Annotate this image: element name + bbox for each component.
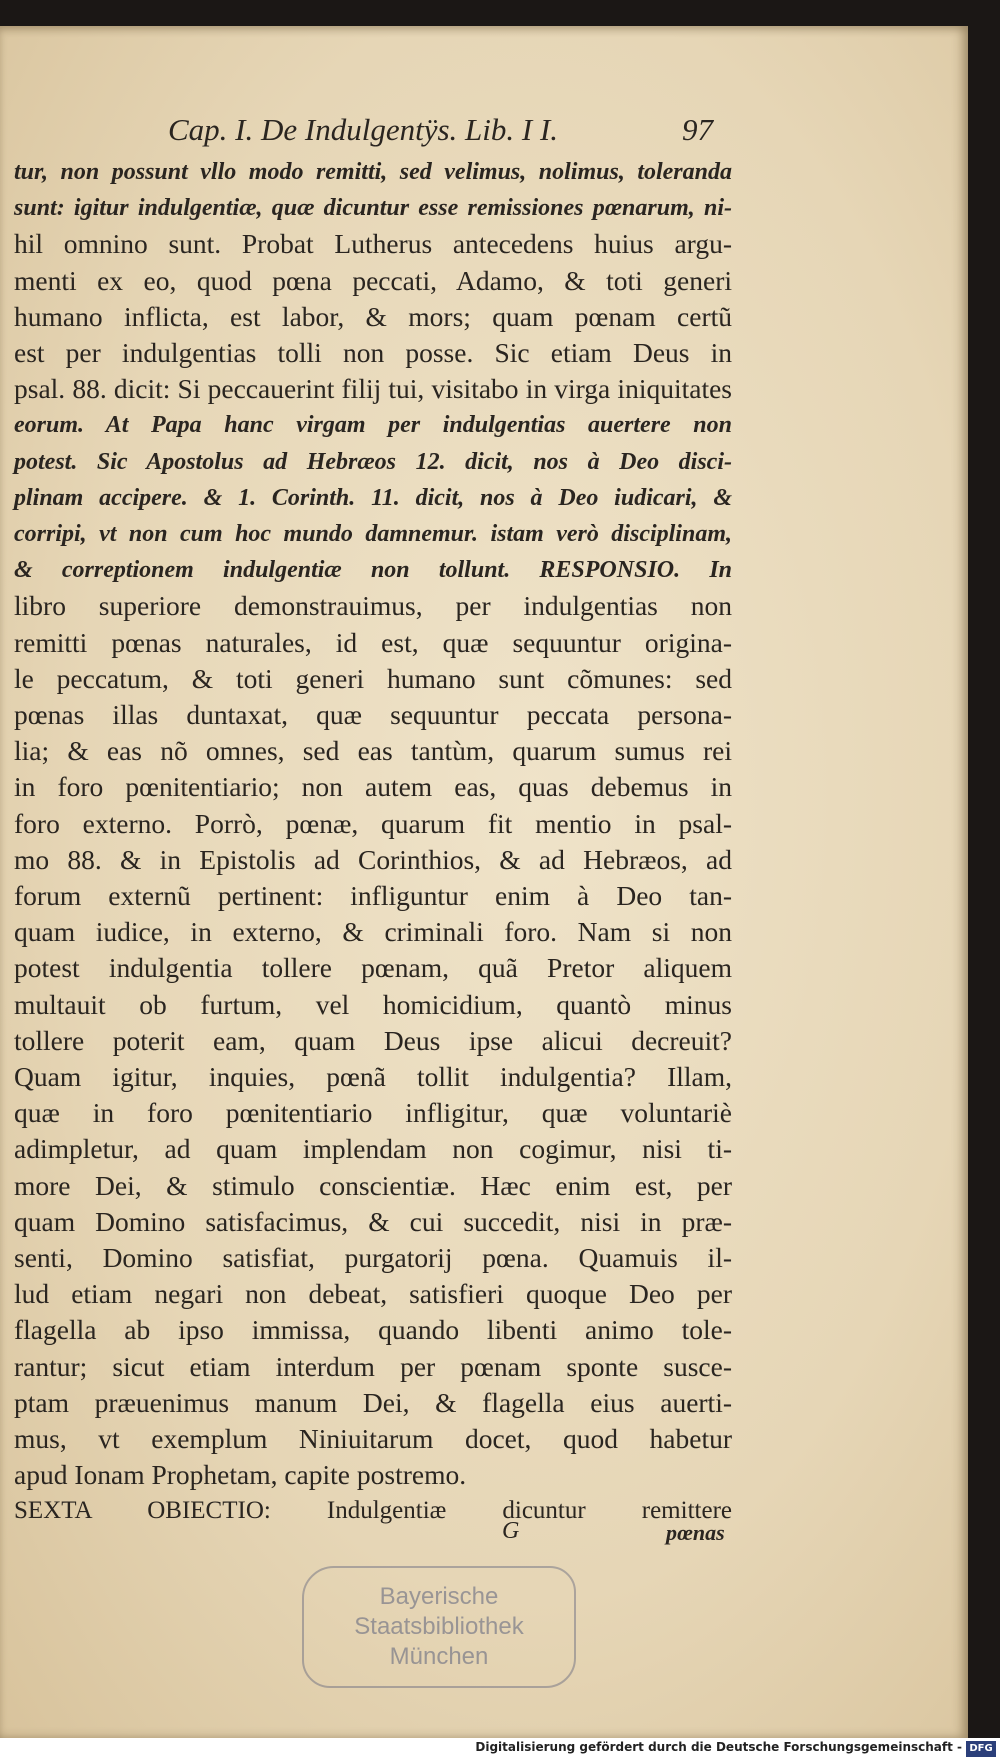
text-line: humano inflicta, est labor, & mors; quam pœnam certũ xyxy=(14,300,732,332)
text-line: psal. 88. dicit: Si peccauerint filij tui, visitabo in virga iniquitates xyxy=(14,373,732,405)
text-line: forum externũ pertinent: infliguntur enim à Deo tan- xyxy=(14,880,732,911)
page-number: 97 xyxy=(682,112,713,147)
text-line: sunt: igitur indulgentiæ, quæ dicuntur esse remissiones pœnarum, ni- xyxy=(14,195,732,222)
text-line: Quam igitur, inquies, pœnã tollit indulgentia? Illam, xyxy=(14,1061,732,1092)
text-line: tollere poterit eam, quam Deus ipse alicui decreuit? xyxy=(14,1024,732,1056)
text-line: le peccatum, & toti generi humano sunt cõmunes: sed xyxy=(14,662,732,694)
text-line: hil omnino sunt. Probat Lutherus antecedens huius argu- xyxy=(14,228,732,260)
book-page xyxy=(0,26,968,1738)
text-line: quam iudice, in externo, & criminali foro. Nam si non xyxy=(14,916,732,948)
text-line: potest indulgentia tollere pœnam, quã Pretor aliquem xyxy=(14,952,732,984)
text-line: mo 88. & in Epistolis ad Corinthios, & ad Hebræos, ad xyxy=(14,843,732,875)
text-line: corripi, vt non cum hoc mundo damnemur. istam verò disciplinam, xyxy=(14,521,732,547)
text-line: multauit ob furtum, vel homicidium, quantò minus xyxy=(14,988,732,1020)
text-line: pœnas illas duntaxat, quæ sequuntur peccata persona- xyxy=(14,699,732,730)
text-line: apud Ionam Prophetam, capite postremo. xyxy=(14,1459,467,1491)
text-line: libro superiore demonstrauimus, per indulgentias non xyxy=(14,590,732,622)
text-line: senti, Domino satisfiat, purgatorij pœna. Quamuis il- xyxy=(14,1242,732,1273)
text-line: potest. Sic Apostolus ad Hebræos 12. dicit, nos à Deo disci- xyxy=(14,448,732,475)
text-line: adimpletur, ad quam implendam non cogimur, nisi ti- xyxy=(14,1133,732,1165)
credit-text: Digitalisierung gefördert durch die Deutsche Forschungsgemeinschaft - xyxy=(475,1740,962,1754)
text-line: eorum. At Papa hanc virgam per indulgentias auertere non xyxy=(14,412,732,439)
text-line: more Dei, & stimulo conscientiæ. Hæc enim est, per xyxy=(14,1169,732,1201)
credit-bar xyxy=(0,1738,1000,1761)
text-line: plinam accipere. & 1. Corinth. 11. dicit, nos à Deo iudicari, & xyxy=(14,484,732,511)
text-line: lud etiam negari non debeat, satisfieri quoque Deo per xyxy=(14,1278,732,1310)
text-line: tur, non possunt vllo modo remitti, sed velimus, nolimus, toleranda xyxy=(14,159,732,185)
library-stamp xyxy=(302,1566,576,1688)
catchword: pœnas xyxy=(666,1520,725,1545)
text-line: rantur; sicut etiam interdum per pœnam sponte susce- xyxy=(14,1350,732,1382)
text-line: est per indulgentias tolli non posse. Sic etiam Deus in xyxy=(14,337,732,368)
text-line: SEXTA OBIECTIO: Indulgentiæ dicuntur remittere xyxy=(14,1497,732,1525)
text-line: remitti pœnas naturales, id est, quæ sequuntur origina- xyxy=(14,626,732,658)
stamp-line: München xyxy=(389,1643,489,1670)
text-line: in foro pœnitentiario; non autem eas, quas debemus in xyxy=(14,771,732,803)
dfg-logo: DFG xyxy=(966,1741,996,1757)
text-line: foro externo. Porrò, pœnæ, quarum fit mentio in psal- xyxy=(14,807,732,839)
stamp-line: Staatsbibliothek xyxy=(354,1613,524,1640)
text-line: flagella ab ipso immissa, quando libenti animo tole- xyxy=(14,1314,732,1346)
text-line: menti ex eo, quod pœna peccati, Adamo, & toti generi xyxy=(14,264,732,296)
text-line: quam Domino satisfacimus, & cui succedit, nisi in præ- xyxy=(14,1205,732,1237)
text-line: quæ in foro pœnitentiario infligitur, quæ voluntariè xyxy=(14,1097,732,1129)
text-line: lia; & eas nõ omnes, sed eas tantùm, quarum sumus rei xyxy=(14,735,732,767)
text-line: ptam præuenimus manum Dei, & flagella eius auerti- xyxy=(14,1386,732,1418)
text-line: mus, vt exemplum Niniuitarum docet, quod habetur xyxy=(14,1423,732,1454)
stamp-line: Bayerische xyxy=(379,1583,499,1610)
text-line: & correptionem indulgentiæ non tollunt. RESPONSIO. In xyxy=(14,557,732,584)
running-head-title: Cap. I. De Indulgentÿs. Lib. I I. xyxy=(168,112,559,147)
signature-mark: G xyxy=(502,1518,520,1544)
running-head xyxy=(14,110,732,150)
